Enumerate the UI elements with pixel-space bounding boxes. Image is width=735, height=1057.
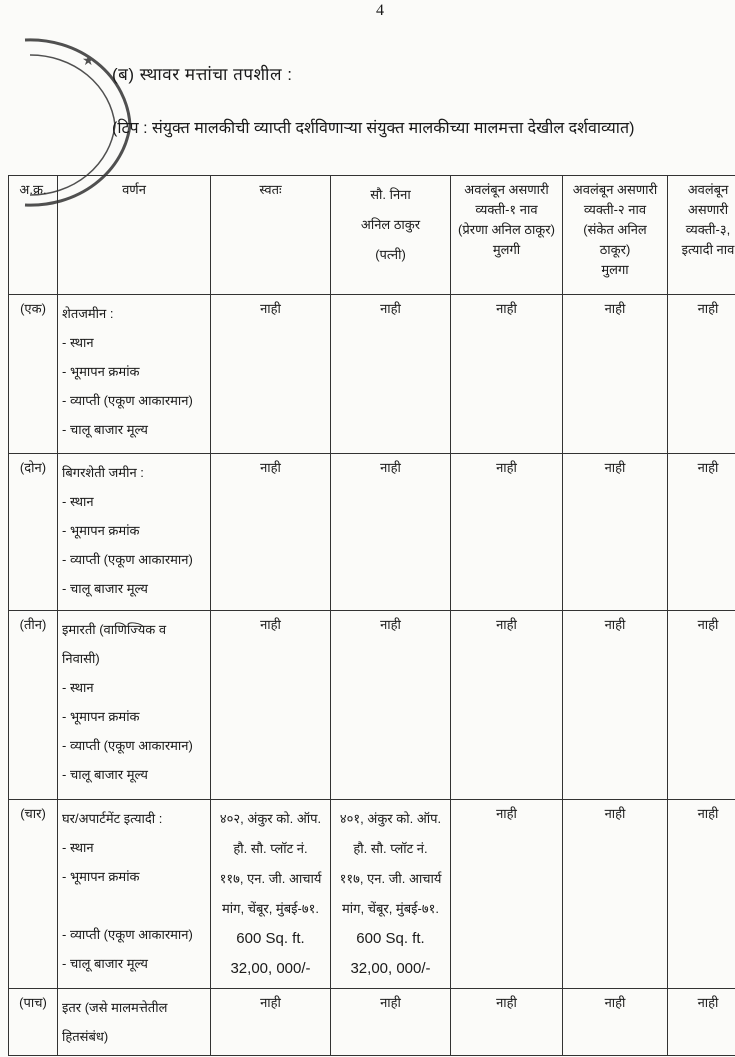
spouse-cell: नाही [331, 989, 451, 1056]
spouse-cell: नाही [331, 611, 451, 800]
page-number: 4 [376, 2, 384, 19]
header-line: (पत्नी) [375, 247, 406, 262]
dep3-cell: नाही [668, 989, 735, 1056]
cell-line: हौ. सौ. प्लॉट नं. [353, 841, 428, 856]
cell-line: - व्याप्ती (एकूण आकारमान) [62, 393, 193, 408]
cell-line: ११७, एन. जी. आचार्य [219, 871, 322, 886]
cell-line: - भूमापन क्रमांक [62, 709, 140, 724]
spouse-cell: नाही [331, 295, 451, 454]
cell-line: - स्थान [62, 494, 94, 509]
header-line: (संकेत अनिल ठाकूर) [583, 222, 647, 257]
svg-text:★: ★ [82, 52, 95, 68]
cell-line: 32,00, 000/- [350, 960, 431, 977]
cell-line: मांग, चेंबूर, मुंबई-७१. [342, 901, 439, 916]
header-serial: अ.क्र. [9, 176, 58, 295]
header-self: स्वतः [211, 176, 331, 295]
self-cell: नाही [211, 454, 331, 611]
header-spouse [331, 176, 451, 295]
header-line: मुलगी [492, 242, 521, 257]
header-line: (प्रेरणा अनिल ठाकूर) [458, 222, 555, 237]
dep1-cell: नाही [451, 454, 563, 611]
dep2-cell: नाही [563, 800, 668, 989]
cell-line: हौ. सौ. प्लॉट नं. [233, 841, 308, 856]
cell-line: मांग, चेंबूर, मुंबई-७१. [222, 901, 319, 916]
header-line: अवलंबून असणारी व्यक्ती-२ नाव [572, 182, 658, 217]
cell-line: हितसंबंध) [62, 1029, 109, 1044]
table-row [9, 611, 735, 800]
cell-line: - व्याप्ती (एकूण आकारमान) [62, 927, 193, 942]
dep3-cell: नाही [668, 295, 735, 454]
cell-line: 32,00, 000/- [230, 960, 311, 977]
cell-line: - स्थान [62, 840, 94, 855]
dep3-cell: नाही [668, 800, 735, 989]
self-cell: नाही [211, 989, 331, 1056]
dep1-cell: नाही [451, 989, 563, 1056]
dep3-cell: नाही [668, 454, 735, 611]
dep2-cell: नाही [563, 611, 668, 800]
section-note: (टिप : संयुक्त मालकीची व्याप्ती दर्शविणाऱ्या संयुक्त मालकीच्या मालमत्ता देखील दर्शवाव्यात) [112, 120, 635, 137]
dep2-cell: नाही [563, 295, 668, 454]
header-line: अवलंबून असणारी व्यक्ती-३, इत्यादी नाव [681, 182, 735, 257]
description-cell [58, 611, 211, 800]
cell-line [62, 891, 206, 920]
dep1-cell: नाही [451, 800, 563, 989]
cell-line: ४०१, अंकुर को. ऑप. [339, 811, 442, 826]
header-description: वर्णन [58, 176, 211, 295]
table-row [9, 800, 735, 989]
header-line: अनिल ठाकुर [360, 217, 421, 232]
serial-cell: (चार) [9, 800, 58, 989]
cell-line: शेतजमीन : [62, 306, 114, 321]
cell-line: - चालू बाजार मूल्य [62, 581, 148, 596]
section-heading: (ब) स्थावर मत्तांचा तपशील : [112, 65, 293, 84]
cell-line: - स्थान [62, 335, 94, 350]
self-cell [211, 800, 331, 989]
cell-line: - चालू बाजार मूल्य [62, 422, 148, 437]
table-row [9, 454, 735, 611]
cell-line: ४०२, अंकुर को. ऑप. [219, 811, 322, 826]
spouse-cell [331, 800, 451, 989]
cell-line: - भूमापन क्रमांक [62, 869, 140, 884]
cell-line: - स्थान [62, 680, 94, 695]
cell-line: - व्याप्ती (एकूण आकारमान) [62, 552, 193, 567]
cell-line: निवासी) [62, 651, 100, 666]
table-header-row [9, 176, 735, 295]
dep3-cell: नाही [668, 611, 735, 800]
cell-line: - चालू बाजार मूल्य [62, 767, 148, 782]
header-dependent-2 [563, 176, 668, 295]
table-row [9, 989, 735, 1056]
serial-cell: (पाच) [9, 989, 58, 1056]
spouse-cell: नाही [331, 454, 451, 611]
serial-cell: (दोन) [9, 454, 58, 611]
description-cell [58, 295, 211, 454]
self-cell: नाही [211, 295, 331, 454]
serial-cell: (एक) [9, 295, 58, 454]
description-cell [58, 454, 211, 611]
dep1-cell: नाही [451, 611, 563, 800]
dep2-cell: नाही [563, 454, 668, 611]
immovable-assets-table [8, 175, 735, 1056]
self-cell: नाही [211, 611, 331, 800]
cell-line: 600 Sq. ft. [356, 930, 425, 947]
dep2-cell: नाही [563, 989, 668, 1056]
header-line: सौ. निना [370, 187, 411, 202]
cell-line: बिगरशेती जमीन : [62, 465, 144, 480]
table-row [9, 295, 735, 454]
header-line: मुलगा [601, 262, 629, 277]
header-line: अवलंबून असणारी व्यक्ती-१ नाव [464, 182, 549, 217]
serial-cell: (तीन) [9, 611, 58, 800]
cell-line: - चालू बाजार मूल्य [62, 956, 148, 971]
cell-line: इतर (जसे मालमत्तेतील [62, 1000, 168, 1015]
dep1-cell: नाही [451, 295, 563, 454]
cell-line: - भूमापन क्रमांक [62, 523, 140, 538]
description-cell [58, 989, 211, 1056]
header-dependent-3 [668, 176, 735, 295]
cell-line: घर/अपार्टमेंट इत्यादी : [62, 811, 163, 826]
cell-line: 600 Sq. ft. [236, 930, 305, 947]
cell-line: - व्याप्ती (एकूण आकारमान) [62, 738, 193, 753]
cell-line: इमारती (वाणिज्यिक व [62, 622, 167, 637]
cell-line: - भूमापन क्रमांक [62, 364, 140, 379]
cell-line: ११७, एन. जी. आचार्य [339, 871, 442, 886]
description-cell [58, 800, 211, 989]
header-dependent-1 [451, 176, 563, 295]
